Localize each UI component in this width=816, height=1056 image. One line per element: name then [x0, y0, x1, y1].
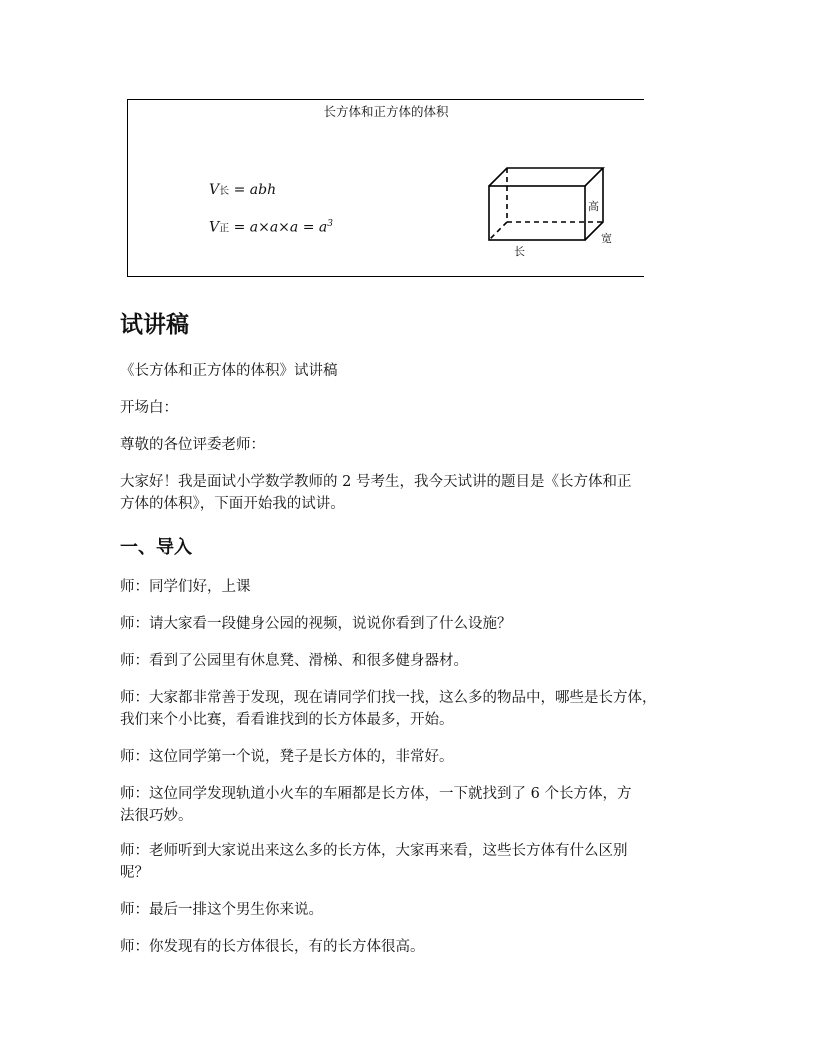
opening-label: 开场白： [120, 400, 178, 416]
section-heading-intro: 一、导入 [120, 537, 192, 558]
cube-volume-formula [209, 219, 333, 236]
dialogue-line: 我们来个小比赛，看看谁找到的长方体最多，开始。 [120, 712, 454, 728]
dialogue-line: 师：你发现有的长方体很长，有的长方体很高。 [120, 939, 425, 955]
dialogue-line: 师：老师听到大家说出来这么多的长方体，大家再来看，这些长方体有什么区别 [120, 843, 628, 859]
width-label: 宽 [601, 232, 612, 245]
blackboard-figure [127, 99, 644, 277]
intro-line-2: 方体的体积》，下面开始我的试讲。 [120, 496, 345, 512]
dialogue-line: 师：这位同学发现轨道小火车的车厢都是长方体，一下就找到了 6 个长方体，方 [120, 786, 632, 802]
length-label: 长 [514, 245, 525, 258]
cuboid-top-face [489, 168, 603, 186]
dialogue-line: 师：同学们好，上课 [120, 579, 251, 595]
height-label: 高 [588, 200, 599, 213]
cuboid-volume-formula [209, 182, 276, 198]
dialogue-line: 师：请大家看一段健身公园的视频，说说你看到了什么设施？ [120, 616, 512, 632]
dialogue-line: 法很巧妙。 [120, 808, 193, 824]
intro-line-1: 大家好！我是面试小学数学教师的 2 号考生，我今天试讲的题目是《长方体和正 [120, 474, 632, 490]
dialogue-line: 师：这位同学第一个说，凳子是长方体的，非常好。 [120, 749, 454, 765]
hidden-edge-depth [489, 222, 507, 240]
greeting: 尊敬的各位评委老师： [120, 437, 265, 453]
formula2-sub: 正 [219, 223, 230, 235]
dialogue-line: 师：看到了公园里有休息凳、滑梯、和很多健身器材。 [120, 653, 468, 669]
formula1-rest: = abh [229, 182, 277, 198]
formula1-v: V [209, 182, 220, 198]
lecture-subtitle: 《长方体和正方体的体积》试讲稿 [120, 363, 338, 379]
formula2-rest: = a×a×a = a [229, 219, 328, 236]
formula2-v: V [209, 219, 220, 236]
page-title: 试讲稿 [120, 312, 189, 338]
figure-title: 长方体和正方体的体积 [323, 104, 449, 119]
dialogue-line: 呢？ [120, 865, 149, 881]
formula1-sub: 长 [219, 186, 230, 197]
dialogue-line: 师：最后一排这个男生你来说。 [120, 902, 323, 918]
cuboid-front-face [489, 186, 585, 240]
formula2-exp: 3 [327, 219, 333, 229]
dialogue-line: 师：大家都非常善于发现，现在请同学们找一找，这么多的物品中，哪些是长方体， [120, 690, 657, 706]
